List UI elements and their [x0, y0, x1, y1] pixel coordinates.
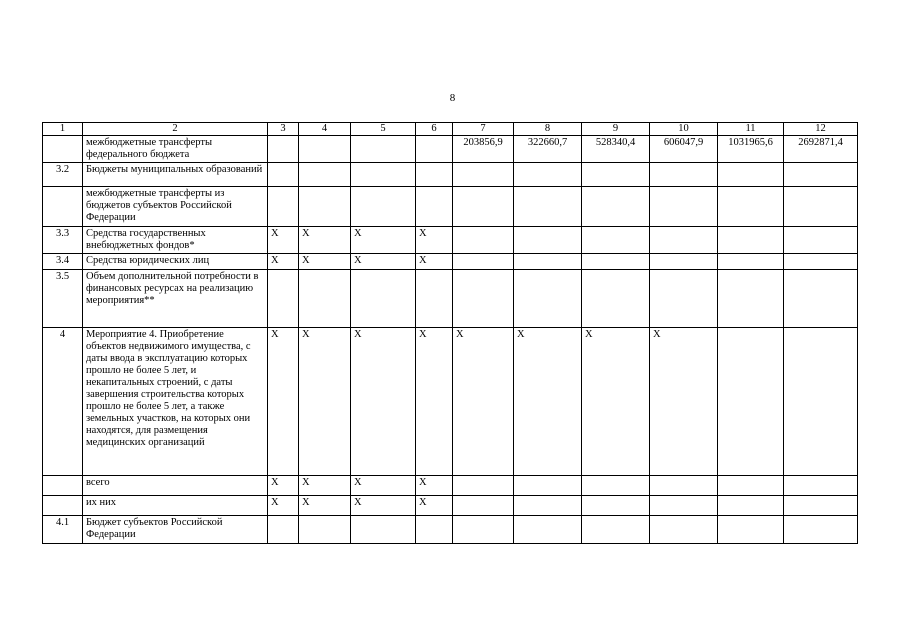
- header-row: [43, 123, 858, 136]
- cell-col-12: [784, 254, 858, 270]
- column-header: 9: [582, 123, 650, 136]
- cell-col-12: [784, 516, 858, 544]
- cell-col-7: [453, 227, 514, 254]
- row-name: Объем дополнительной потребности в финансовых ресурсах на реализацию мероприятия**: [83, 270, 268, 328]
- cell-col-10: [650, 254, 718, 270]
- cell-col-11: [718, 187, 784, 227]
- column-header: 5: [351, 123, 416, 136]
- row-name: Средства государственных внебюджетных фондов*: [83, 227, 268, 254]
- cell-col-8: [514, 496, 582, 516]
- cell-col-3: [268, 187, 299, 227]
- cell-col-9: [582, 270, 650, 328]
- cell-col-7: [453, 516, 514, 544]
- cell-col-10: 606047,9: [650, 136, 718, 163]
- cell-col-11: 1031965,6: [718, 136, 784, 163]
- row-name: Бюджет субъектов Российской Федерации: [83, 516, 268, 544]
- row-number: [43, 496, 83, 516]
- cell-col-5: [351, 516, 416, 544]
- column-header: 2: [83, 123, 268, 136]
- cell-col-5: X: [351, 476, 416, 496]
- column-header: 6: [416, 123, 453, 136]
- cell-col-5: [351, 187, 416, 227]
- table-row: [43, 328, 858, 476]
- cell-col-7: [453, 254, 514, 270]
- cell-col-3: X: [268, 496, 299, 516]
- table-row: [43, 270, 858, 328]
- cell-col-11: [718, 496, 784, 516]
- cell-col-11: [718, 476, 784, 496]
- cell-col-9: [582, 163, 650, 187]
- cell-col-6: X: [416, 496, 453, 516]
- cell-col-8: [514, 254, 582, 270]
- cell-col-12: [784, 270, 858, 328]
- cell-col-9: 528340,4: [582, 136, 650, 163]
- cell-col-11: [718, 328, 784, 476]
- row-number: [43, 476, 83, 496]
- cell-col-7: 203856,9: [453, 136, 514, 163]
- cell-col-7: X: [453, 328, 514, 476]
- cell-col-9: X: [582, 328, 650, 476]
- cell-col-3: X: [268, 476, 299, 496]
- cell-col-7: [453, 187, 514, 227]
- cell-col-7: [453, 270, 514, 328]
- cell-col-11: [718, 227, 784, 254]
- cell-col-4: [299, 516, 351, 544]
- cell-col-5: X: [351, 254, 416, 270]
- cell-col-9: [582, 496, 650, 516]
- row-number: 4: [43, 328, 83, 476]
- table-row: [43, 136, 858, 163]
- table-row: [43, 476, 858, 496]
- table-row: [43, 187, 858, 227]
- cell-col-11: [718, 163, 784, 187]
- row-number: 3.3: [43, 227, 83, 254]
- cell-col-3: X: [268, 254, 299, 270]
- column-header: 1: [43, 123, 83, 136]
- cell-col-8: [514, 476, 582, 496]
- cell-col-12: [784, 496, 858, 516]
- budget-table: [42, 122, 858, 544]
- cell-col-5: X: [351, 496, 416, 516]
- cell-col-6: [416, 163, 453, 187]
- row-number: 4.1: [43, 516, 83, 544]
- column-header: 10: [650, 123, 718, 136]
- cell-col-6: X: [416, 227, 453, 254]
- cell-col-12: [784, 187, 858, 227]
- cell-col-4: [299, 136, 351, 163]
- cell-col-4: X: [299, 328, 351, 476]
- row-number: [43, 136, 83, 163]
- cell-col-9: [582, 227, 650, 254]
- cell-col-10: X: [650, 328, 718, 476]
- cell-col-8: [514, 270, 582, 328]
- cell-col-8: X: [514, 328, 582, 476]
- row-name: межбюджетные трансферты из бюджетов субъектов Российской Федерации: [83, 187, 268, 227]
- cell-col-6: [416, 516, 453, 544]
- table-row: [43, 496, 858, 516]
- cell-col-12: [784, 227, 858, 254]
- cell-col-3: [268, 270, 299, 328]
- cell-col-3: [268, 516, 299, 544]
- cell-col-8: [514, 227, 582, 254]
- cell-col-11: [718, 270, 784, 328]
- row-number: 3.2: [43, 163, 83, 187]
- cell-col-6: [416, 136, 453, 163]
- cell-col-4: [299, 187, 351, 227]
- row-number: [43, 187, 83, 227]
- cell-col-6: X: [416, 328, 453, 476]
- cell-col-9: [582, 254, 650, 270]
- table-row: [43, 516, 858, 544]
- cell-col-4: X: [299, 496, 351, 516]
- row-number: 3.4: [43, 254, 83, 270]
- column-header: 12: [784, 123, 858, 136]
- cell-col-5: X: [351, 328, 416, 476]
- cell-col-8: [514, 516, 582, 544]
- cell-col-3: X: [268, 328, 299, 476]
- cell-col-8: 322660,7: [514, 136, 582, 163]
- column-header: 4: [299, 123, 351, 136]
- cell-col-7: [453, 163, 514, 187]
- row-name: Бюджеты муниципальных образований: [83, 163, 268, 187]
- row-name: их них: [83, 496, 268, 516]
- cell-col-4: X: [299, 254, 351, 270]
- cell-col-6: [416, 187, 453, 227]
- row-number: 3.5: [43, 270, 83, 328]
- table-row: [43, 163, 858, 187]
- cell-col-6: [416, 270, 453, 328]
- cell-col-5: [351, 136, 416, 163]
- cell-col-8: [514, 187, 582, 227]
- row-name: Мероприятие 4. Приобретение объектов недвижимого имущества, с даты ввода в эксплуатацию которых прошло не более 5 лет, и некапитальных строений, с даты завершения строительства которых прошло не более 5 лет, а также земельных участков, на которых они находятся, для размещения медицинских организаций: [83, 328, 268, 476]
- cell-col-10: [650, 187, 718, 227]
- cell-col-9: [582, 516, 650, 544]
- cell-col-10: [650, 476, 718, 496]
- cell-col-4: [299, 270, 351, 328]
- cell-col-9: [582, 187, 650, 227]
- cell-col-5: X: [351, 227, 416, 254]
- cell-col-11: [718, 254, 784, 270]
- column-header: 7: [453, 123, 514, 136]
- cell-col-10: [650, 516, 718, 544]
- cell-col-3: [268, 136, 299, 163]
- cell-col-9: [582, 476, 650, 496]
- cell-col-12: [784, 328, 858, 476]
- cell-col-6: X: [416, 476, 453, 496]
- row-name: Средства юридических лиц: [83, 254, 268, 270]
- cell-col-12: [784, 476, 858, 496]
- cell-col-6: X: [416, 254, 453, 270]
- row-name: всего: [83, 476, 268, 496]
- column-header: 3: [268, 123, 299, 136]
- cell-col-7: [453, 496, 514, 516]
- cell-col-10: [650, 496, 718, 516]
- column-header: 8: [514, 123, 582, 136]
- cell-col-4: X: [299, 227, 351, 254]
- cell-col-10: [650, 163, 718, 187]
- cell-col-3: X: [268, 227, 299, 254]
- column-header: 11: [718, 123, 784, 136]
- page-number: 8: [449, 92, 456, 104]
- cell-col-10: [650, 270, 718, 328]
- cell-col-8: [514, 163, 582, 187]
- cell-col-5: [351, 270, 416, 328]
- row-name: межбюджетные трансферты федерального бюджета: [83, 136, 268, 163]
- table-row: [43, 254, 858, 270]
- cell-col-5: [351, 163, 416, 187]
- cell-col-11: [718, 516, 784, 544]
- cell-col-12: 2692871,4: [784, 136, 858, 163]
- cell-col-10: [650, 227, 718, 254]
- table-row: [43, 227, 858, 254]
- cell-col-4: X: [299, 476, 351, 496]
- cell-col-4: [299, 163, 351, 187]
- cell-col-3: [268, 163, 299, 187]
- cell-col-12: [784, 163, 858, 187]
- cell-col-7: [453, 476, 514, 496]
